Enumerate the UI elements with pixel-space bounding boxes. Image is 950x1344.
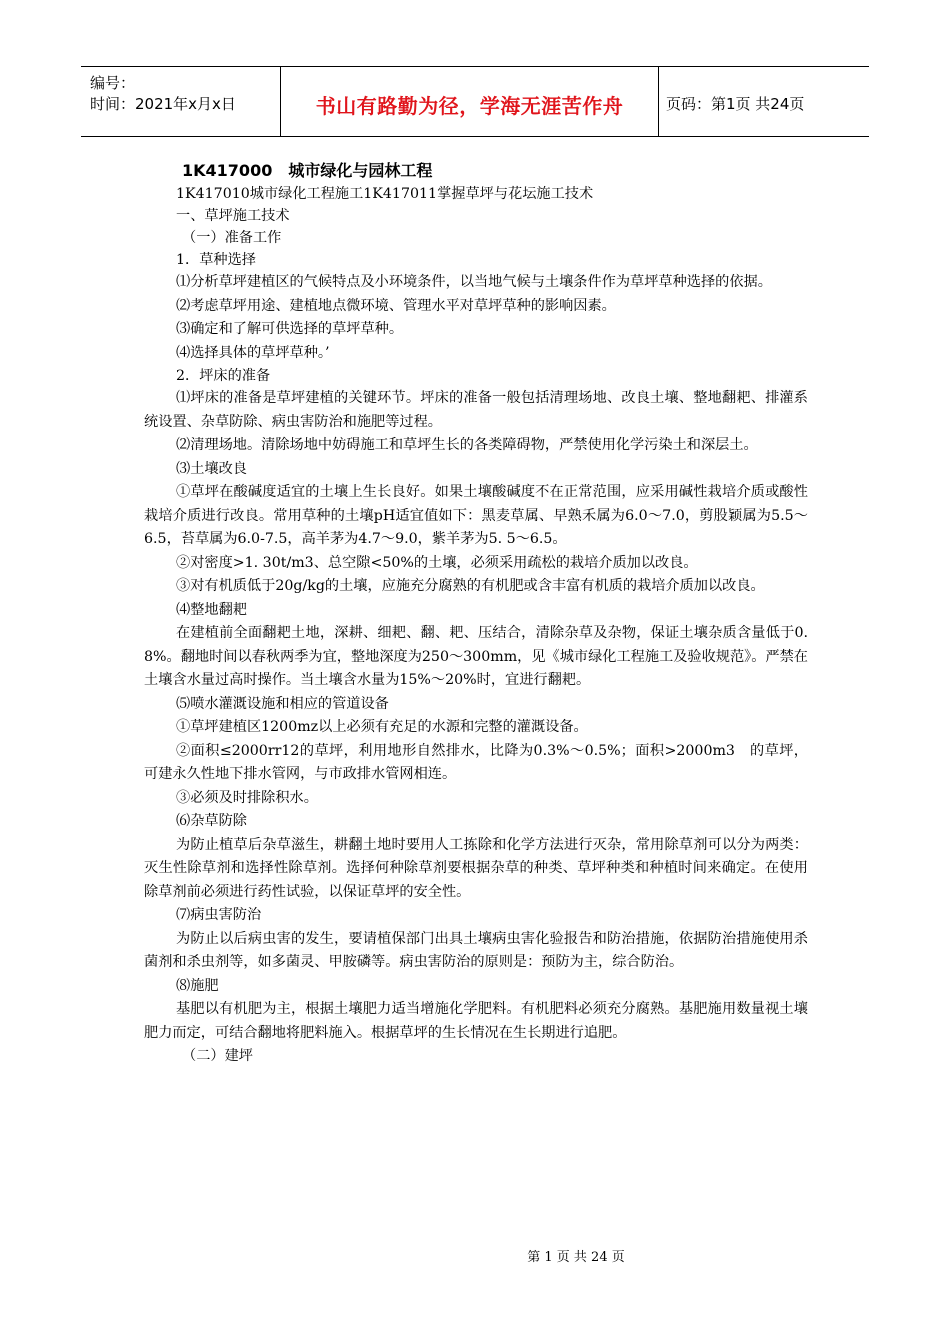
header-page-number: 页码：第1页 共24页 [666, 95, 805, 113]
subheading-bed-preparation: 2．坪床的准备 [176, 368, 271, 384]
section-subtitle: 1K417010城市绿化工程施工1K417011掌握草坪与花坛施工技术 [176, 186, 594, 202]
page-footer [0, 1246, 950, 1265]
paragraph-heading: ⑷整地翻耙 [176, 601, 247, 618]
paragraph: ②面积≤2000rr12的草坪，利用地形自然排水，比降为0.3%～0.5%；面积>2000m3 的草坪，可建永久性地下排水管网，与市政排水管网相连。 [144, 742, 808, 782]
paragraph-heading: ⑻施肥 [176, 977, 219, 994]
subheading-grass-selection: 1．草种选择 [176, 252, 256, 268]
heading-1: 一、草坪施工技术 [176, 208, 290, 224]
paragraph-heading: ⑸喷水灌溉设施和相应的管道设备 [176, 695, 389, 712]
chapter-title: 1K417000 城市绿化与园林工程 [182, 161, 433, 180]
paragraph: ⑵清理场地。清除场地中妨碍施工和草坪生长的各类障碍物，严禁使用化学污染土和深层土。 [176, 437, 758, 453]
paragraph: ⑴分析草坪建植区的气候特点及小环境条件，以当地气候与土壤条件作为草坪草种选择的依据。 [176, 274, 772, 290]
page-header [81, 66, 869, 137]
paragraph: 基肥以有机肥为主，根据土壤肥力适当增施化学肥料。有机肥料必须充分腐熟。基肥施用数量视土壤肥力而定，可结合翻地将肥料施入。根据草坪的生长情况在生长期进行追肥。 [144, 1001, 808, 1041]
footer-page-number: 第 1 页 共 24 页 [527, 1250, 625, 1265]
paragraph-heading: ⑹杂草防除 [176, 813, 247, 829]
paragraph: 为防止以后病虫害的发生，要请植保部门出具土壤病虫害化验报告和防治措施，依据防治措施使用杀菌剂和杀虫剂等，如多菌灵、甲胺磷等。病虫害防治的原则是：预防为主，综合防治。 [144, 930, 808, 970]
heading-1-1: （一）准备工作 [182, 230, 282, 246]
document-body [144, 160, 808, 1067]
header-page-cell [659, 67, 869, 136]
header-motto: 书山有路勤为径，学海无涯苦作舟 [315, 94, 624, 118]
paragraph-heading: ⑺病虫害防治 [176, 907, 262, 923]
paragraph: ⑴坪床的准备是草坪建植的关键环节。坪床的准备一般包括清理场地、改良土壤、整地翻耙、排灌系统设置、杂草防除、病虫害防治和施肥等过程。 [144, 390, 808, 430]
paragraph: 在建植前全面翻耙土地，深耕、细耙、翻、耙、压结合，清除杂草及杂物，保证土壤杂质含量低于0. 8%。翻地时间以春秋两季为宜，整地深度为250～300mm，见《城市绿化工程施工及验收规范》。严禁在土壤含水量过高时操作。当土壤含水量为15%～20%时，宜进行翻耙。 [144, 625, 808, 688]
paragraph: ①草坪建植区1200mz以上必须有充足的水源和完整的灌溉设备。 [176, 719, 588, 735]
paragraph: ①草坪在酸碱度适宜的土壤上生长良好。如果土壤酸碱度不在正常范围，应采用碱性栽培介质或酸性栽培介质进行改良。常用草种的土壤pH适宜值如下：黑麦草属、早熟禾属为6.0～7.0，剪股颖属为5.5～6.5，苔草属为6.0-7.5，高羊茅为4.7～9.0，紫羊茅为5. 5～6.5。 [144, 484, 808, 547]
heading-1-2: （二）建坪 [182, 1048, 253, 1064]
header-meta [81, 67, 281, 136]
header-motto-cell [281, 67, 659, 136]
paragraph: ③对有机质低于20g/kg的土壤，应施充分腐熟的有机肥或含丰富有机质的栽培介质加以改良。 [176, 578, 765, 594]
paragraph: ⑷选择具体的草坪草种。’ [176, 344, 330, 361]
paragraph: ⑵考虑草坪用途、建植地点微环境、管理水平对草坪草种的影响因素。 [176, 297, 616, 314]
paragraph: ⑶确定和了解可供选择的草坪草种。 [176, 321, 404, 337]
paragraph: 为防止植草后杂草滋生，耕翻土地时要用人工拣除和化学方法进行灭杂，常用除草剂可以分为两类：灭生性除草剂和选择性除草剂。选择何种除草剂要根据杂草的种类、草坪种类和种植时间来确定。在使用除草剂前必须进行药性试验，以保证草坪的安全性。 [144, 836, 808, 900]
paragraph: ②对密度>1. 30t/m3、总空隙<50%的土壤，必须采用疏松的栽培介质加以改良。 [176, 554, 698, 571]
paragraph: ③必须及时排除积水。 [176, 789, 318, 806]
doc-number-label: 编号： [90, 74, 136, 92]
paragraph-heading: ⑶土壤改良 [176, 460, 247, 477]
doc-date-label: 时间：2021年x月x日 [90, 95, 236, 113]
